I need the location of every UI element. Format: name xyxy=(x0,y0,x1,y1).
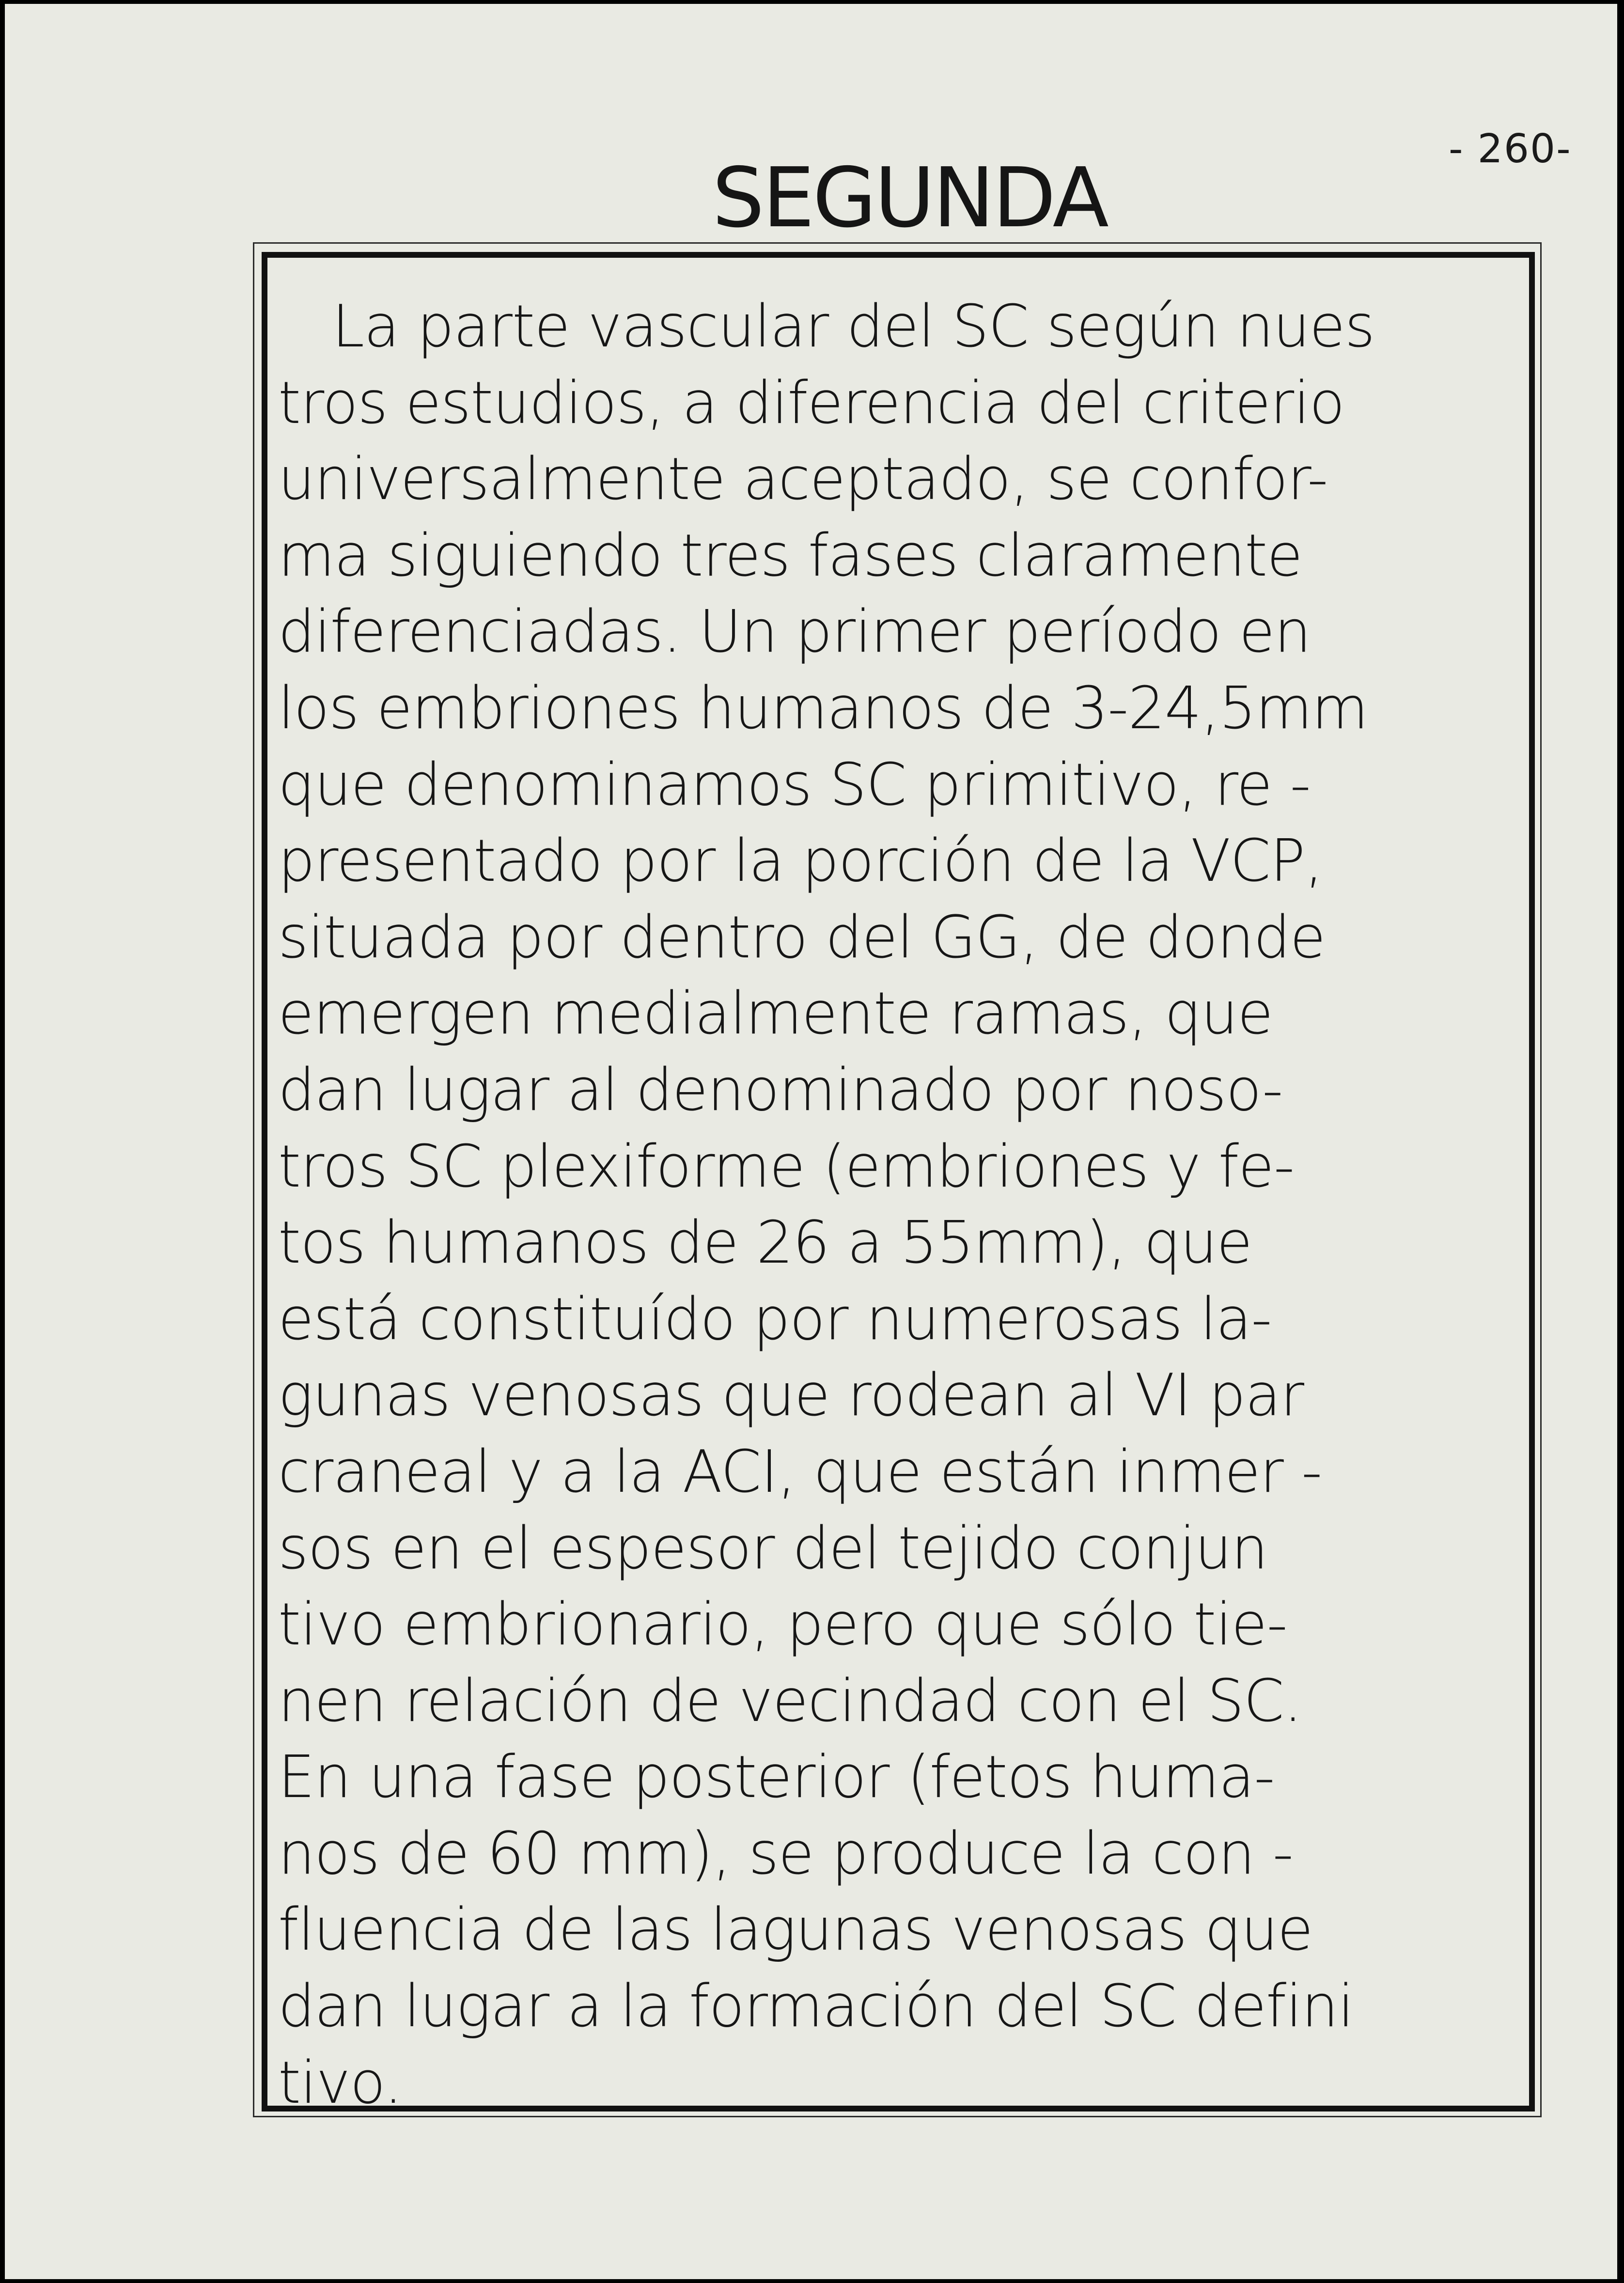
body-line: La parte vascular del SC según nues xyxy=(278,293,1375,360)
body-line: nos de 60 mm), se produce la con - xyxy=(278,1820,1293,1888)
body-line: fluencia de las lagunas venosas que xyxy=(278,1896,1313,1964)
body-line: sos en el espesor del tejido conjun xyxy=(278,1515,1268,1582)
body-line: situada por dentro del GG, de donde xyxy=(278,904,1326,971)
body-line: gunas venosas que rodean al VI par xyxy=(278,1362,1304,1430)
body-line: craneal y a la ACI, que están inmer - xyxy=(278,1438,1322,1506)
body-line: tivo embrionario, pero que sólo tie- xyxy=(278,1591,1287,1659)
body-line: dan lugar a la formación del SC defini xyxy=(278,1973,1354,2041)
body-line: tivo. xyxy=(278,2049,402,2117)
body-line: presentado por la porción de la VCP, xyxy=(278,828,1323,895)
body-line: nen relación de vecindad con el SC. xyxy=(278,1667,1302,1735)
body-line: diferenciadas. Un primer período en xyxy=(278,598,1311,666)
page-number: - 260- xyxy=(1449,126,1572,172)
body-line: los embriones humanos de 3-24,5mm xyxy=(278,674,1368,742)
body-line: emergen medialmente ramas, que xyxy=(278,980,1273,1048)
body-line: En una fase posterior (fetos huma- xyxy=(278,1744,1275,1812)
body-line: ma siguiendo tres fases claramente xyxy=(278,522,1302,590)
body-line: universalmente aceptado, se confor- xyxy=(278,446,1328,514)
body-line: está constituído por numerosas la- xyxy=(278,1285,1272,1353)
body-line: dan lugar al denominado por noso- xyxy=(278,1056,1283,1124)
body-line: tros estudios, a diferencia del criterio xyxy=(278,369,1344,437)
body-line: tros SC plexiforme (embriones y fe- xyxy=(278,1133,1295,1201)
body-text xyxy=(278,289,1518,2121)
body-line: que denominamos SC primitivo, re - xyxy=(278,751,1311,819)
body-line: tos humanos de 26 a 55mm), que xyxy=(278,1209,1252,1277)
page-heading: SEGUNDA xyxy=(712,150,1107,246)
